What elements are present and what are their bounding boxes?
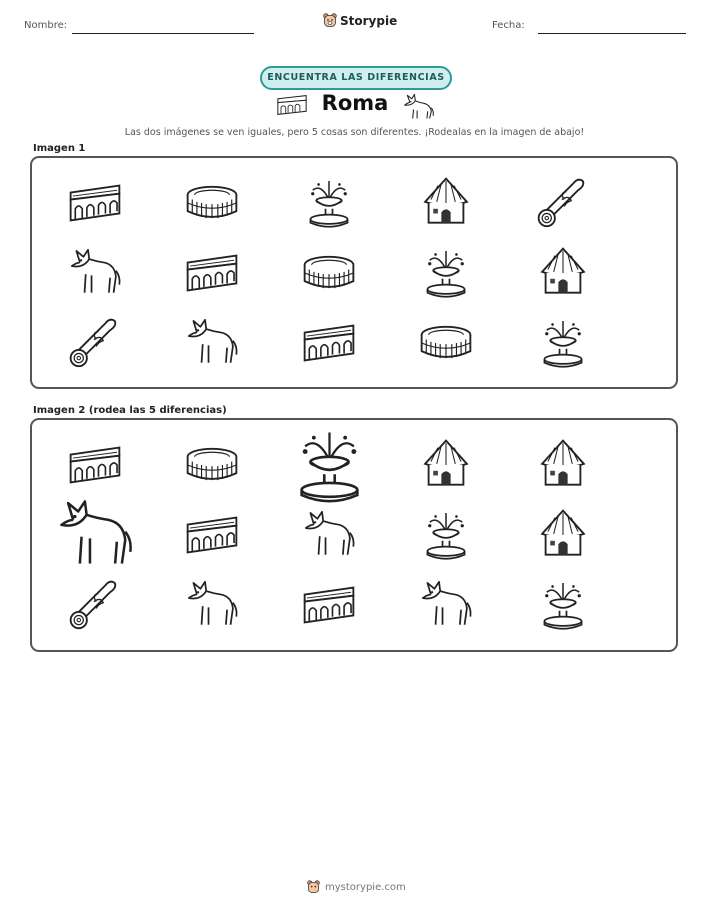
wolf-icon [417, 576, 475, 634]
name-label: Nombre: [24, 20, 68, 31]
aqueduct-icon [183, 506, 241, 564]
image1-item-8 [300, 244, 358, 302]
image2-item-2[interactable] [183, 436, 241, 494]
aqueduct-icon [66, 174, 124, 232]
image2-item-7[interactable] [183, 506, 241, 564]
image2-item-1[interactable] [66, 436, 124, 494]
footer [307, 880, 406, 895]
wolf-icon [183, 576, 241, 634]
image2-item-10[interactable] [534, 506, 592, 564]
activity-badge: ENCUENTRA LAS DIFERENCIAS [260, 66, 452, 90]
hut-icon [534, 506, 592, 564]
image1-item-2 [183, 174, 241, 232]
image1-item-11 [66, 314, 124, 372]
image1-item-15 [534, 314, 592, 372]
hut-icon [417, 174, 475, 232]
image1-label: Imagen 1 [33, 143, 86, 154]
image2-item-6[interactable] [53, 493, 137, 577]
image2-item-12[interactable] [183, 576, 241, 634]
image2-item-11[interactable] [66, 576, 124, 634]
image2-item-5[interactable] [534, 436, 592, 494]
image2-item-4[interactable] [417, 436, 475, 494]
hut-icon [417, 436, 475, 494]
name-line[interactable] [72, 33, 254, 34]
image1-item-4 [417, 174, 475, 232]
image1-item-9 [417, 244, 475, 302]
aqueduct-icon [300, 314, 358, 372]
aqueduct-icon [66, 436, 124, 494]
date-line[interactable] [538, 33, 686, 34]
image1-item-10 [534, 244, 592, 302]
date-label: Fecha: [492, 20, 525, 31]
fountain-icon [534, 576, 592, 634]
image1-item-14 [417, 314, 475, 372]
image1-item-5 [534, 174, 592, 232]
image2-item-15[interactable] [534, 576, 592, 634]
worksheet-title: Roma [321, 91, 389, 115]
image1-item-1 [66, 174, 124, 232]
image2-item-8[interactable] [300, 506, 358, 564]
fountain-icon [534, 314, 592, 372]
colosseum-icon [183, 174, 241, 232]
wolf-icon [300, 506, 358, 564]
brand-logo [323, 13, 397, 29]
aqueduct-icon [276, 94, 308, 116]
image2-item-9[interactable] [417, 506, 475, 564]
title-row [270, 88, 440, 122]
image1-panel [30, 156, 678, 389]
wolf-icon [66, 244, 124, 302]
instructions-text: Las dos imágenes se ven iguales, pero 5 cosas son diferentes. ¡Rodealas en la imagen de abajo! [124, 127, 585, 138]
bear-logo-icon [307, 880, 320, 895]
image2-item-13[interactable] [300, 576, 358, 634]
colosseum-icon [300, 244, 358, 302]
image1-item-6 [66, 244, 124, 302]
fountain-icon [286, 422, 373, 509]
fountain-icon [417, 244, 475, 302]
fountain-icon [300, 174, 358, 232]
image2-item-3[interactable] [286, 422, 373, 509]
wolf-icon [183, 314, 241, 372]
scroll-icon [534, 174, 592, 232]
image2-label: Imagen 2 (rodea las 5 diferencias) [33, 405, 227, 416]
hut-icon [534, 436, 592, 494]
image1-item-13 [300, 314, 358, 372]
image1-item-7 [183, 244, 241, 302]
image2-item-14[interactable] [417, 576, 475, 634]
scroll-icon [66, 576, 124, 634]
aqueduct-icon [183, 244, 241, 302]
aqueduct-icon [300, 576, 358, 634]
colosseum-icon [183, 436, 241, 494]
image1-item-12 [183, 314, 241, 372]
wolf-icon [53, 493, 137, 577]
hut-icon [534, 244, 592, 302]
fountain-icon [417, 506, 475, 564]
footer-site[interactable]: mystorypie.com [325, 882, 406, 893]
brand-name: Storypie [340, 14, 398, 28]
scroll-icon [66, 314, 124, 372]
wolf-icon [402, 91, 434, 121]
image1-item-3 [300, 174, 358, 232]
colosseum-icon [417, 314, 475, 372]
image2-panel[interactable] [30, 418, 678, 652]
bear-logo-icon [323, 13, 337, 29]
